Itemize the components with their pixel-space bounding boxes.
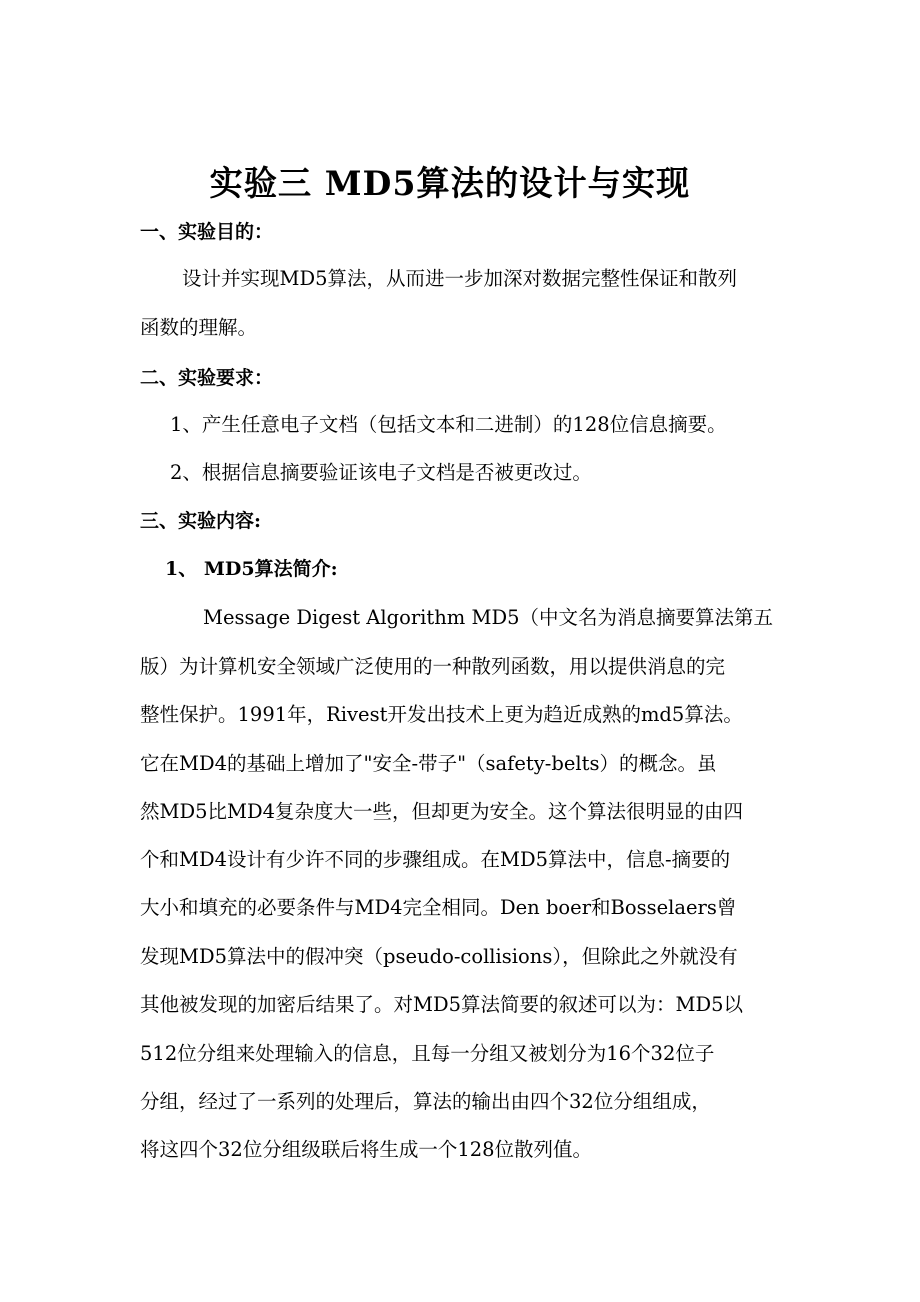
paragraph-line: 分组，经过了一系列的处理后，算法的输出由四个32位分组组成， [140,1090,711,1113]
paragraph-line: 512位分组来处理输入的信息，且每一分组又被划分为16个32位子 [140,1042,715,1065]
section-heading-requirements: 二、实验要求： [140,367,274,389]
paragraph-line: Message Digest Algorithm MD5（中文名为消息摘要算法第五 [203,606,773,629]
section-heading-content: 三、实验内容: [140,510,262,532]
paragraph-line: 整性保护。1991年，Rivest开发出技术上更为趋近成熟的md5算法。 [140,703,743,726]
paragraph-line: 个和MD4设计有少许不同的步骤组成。在MD5算法中，信息-摘要的 [140,848,731,871]
paragraph-line: 函数的理解。 [140,316,258,339]
paragraph-line: 它在MD4的基础上增加了"安全-带子"（safety-belts）的概念。虽 [140,752,717,775]
subsection-heading-md5-intro: 1、 MD5算法简介: [165,558,338,580]
paragraph-line: 大小和填充的必要条件与MD4完全相同。Den boer和Bosselaers曾 [140,896,737,919]
paragraph-line: 将这四个32位分组级联后将生成一个128位散列值。 [140,1138,593,1161]
requirement-item: 1、产生任意电子文档（包括文本和二进制）的128位信息摘要。 [170,413,727,436]
requirement-item: 2、根据信息摘要验证该电子文档是否被更改过。 [170,461,592,484]
paragraph-line: 然MD5比MD4复杂度大一些，但却更为安全。这个算法很明显的由四 [140,800,744,823]
paragraph-line: 其他被发现的加密后结果了。对MD5算法简要的叙述可以为：MD5以 [140,993,744,1016]
document-title: 实验三 MD5算法的设计与实现 [209,164,691,204]
paragraph-line: 发现MD5算法中的假冲突（pseudo-collisions），但除此之外就没有 [140,945,738,968]
paragraph-line: 设计并实现MD5算法，从而进一步加深对数据完整性保证和散列 [182,267,738,290]
paragraph-line: 版）为计算机安全领域广泛使用的一种散列函数，用以提供消息的完 [140,655,726,678]
section-heading-purpose: 一、实验目的： [140,221,274,243]
